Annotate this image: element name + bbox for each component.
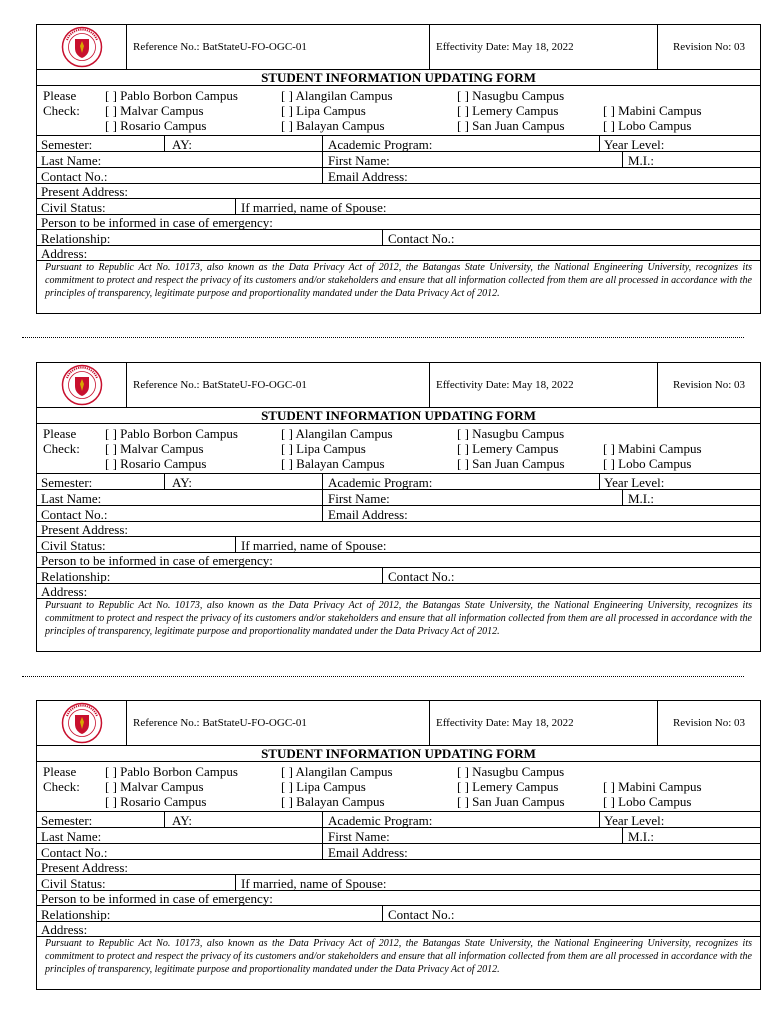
first-name-field[interactable]: First Name: [328, 153, 390, 168]
please-label: Please [43, 426, 77, 441]
campus-malvar[interactable]: [ ] Malvar Campus [105, 441, 204, 456]
ay-field[interactable]: AY: [172, 475, 193, 490]
form-body [36, 746, 761, 990]
effectivity-date: Effectivity Date: May 18, 2022 [430, 25, 658, 69]
campus-mabini[interactable]: [ ] Mabini Campus [603, 103, 702, 118]
emergency-contact-field[interactable]: Contact No.: [388, 231, 455, 246]
spouse-field[interactable]: If married, name of Spouse: [241, 876, 387, 891]
last-name-field[interactable]: Last Name: [41, 491, 102, 506]
contact-no-field[interactable]: Contact No.: [41, 169, 108, 184]
civil-status-field[interactable]: Civil Status: [41, 200, 106, 215]
form-copy-1 [36, 24, 761, 314]
first-name-field[interactable]: First Name: [328, 829, 390, 844]
campus-mabini[interactable]: [ ] Mabini Campus [603, 441, 702, 456]
campus-nasugbu[interactable]: [ ] Nasugbu Campus [457, 764, 565, 779]
campus-lipa[interactable]: [ ] Lipa Campus [281, 103, 366, 118]
cut-line [22, 337, 744, 338]
contact-no-field[interactable]: Contact No.: [41, 507, 108, 522]
address-field[interactable]: Address: [41, 584, 88, 599]
university-seal-icon [61, 702, 103, 744]
campus-pablo-borbon[interactable]: [ ] Pablo Borbon Campus [105, 426, 238, 441]
cut-line [22, 676, 744, 677]
form-title: STUDENT INFORMATION UPDATING FORM [37, 746, 760, 762]
reference-number: Reference No.: BatStateU-FO-OGC-01 [127, 363, 430, 407]
ay-field[interactable]: AY: [172, 813, 193, 828]
please-label: Please [43, 88, 77, 103]
semester-field[interactable]: Semester: [41, 813, 93, 828]
campus-lobo[interactable]: [ ] Lobo Campus [603, 456, 692, 471]
form-title: STUDENT INFORMATION UPDATING FORM [37, 70, 760, 86]
mi-field[interactable]: M.I.: [628, 829, 654, 844]
effectivity-date: Effectivity Date: May 18, 2022 [430, 363, 658, 407]
form-copy-3 [36, 700, 761, 990]
campus-rosario[interactable]: [ ] Rosario Campus [105, 456, 207, 471]
campus-lemery[interactable]: [ ] Lemery Campus [457, 441, 559, 456]
last-name-field[interactable]: Last Name: [41, 153, 102, 168]
emergency-contact-field[interactable]: Contact No.: [388, 569, 455, 584]
reference-number: Reference No.: BatStateU-FO-OGC-01 [127, 25, 430, 69]
present-address-field[interactable]: Present Address: [41, 522, 129, 537]
campus-lipa[interactable]: [ ] Lipa Campus [281, 779, 366, 794]
data-privacy-notice: Pursuant to Republic Act No. 10173, also known as the Data Privacy Act of 2012, the Batangas State University, the National Engineering University, recognizes its commitment to protect and respect the privacy of its customers and/or stakeholders and ensure that all information collected from them are all processed in accordance with the principles of transparency, legitimate purpose and proportionality mandated under the Data Privacy Act of 2012. [45, 262, 752, 299]
check-label: Check: [43, 441, 80, 456]
relationship-field[interactable]: Relationship: [41, 569, 111, 584]
ay-field[interactable]: AY: [172, 137, 193, 152]
form-header [36, 700, 761, 746]
data-privacy-notice: Pursuant to Republic Act No. 10173, also known as the Data Privacy Act of 2012, the Batangas State University, the National Engineering University, recognizes its commitment to protect and respect the privacy of its customers and/or stakeholders and ensure that all information collected from them are all processed in accordance with the principles of transparency, legitimate purpose and proportionality mandated under the Data Privacy Act of 2012. [45, 600, 752, 637]
present-address-field[interactable]: Present Address: [41, 860, 129, 875]
email-field[interactable]: Email Address: [328, 507, 408, 522]
campus-san-juan[interactable]: [ ] San Juan Campus [457, 118, 565, 133]
address-field[interactable]: Address: [41, 922, 88, 937]
campus-balayan[interactable]: [ ] Balayan Campus [281, 456, 385, 471]
form-header [36, 24, 761, 70]
logo-cell [37, 701, 127, 745]
campus-malvar[interactable]: [ ] Malvar Campus [105, 779, 204, 794]
emergency-person-field[interactable]: Person to be informed in case of emergency: [41, 891, 273, 906]
academic-program-field[interactable]: Academic Program: [328, 813, 433, 828]
campus-balayan[interactable]: [ ] Balayan Campus [281, 118, 385, 133]
please-label: Please [43, 764, 77, 779]
campus-lobo[interactable]: [ ] Lobo Campus [603, 118, 692, 133]
present-address-field[interactable]: Present Address: [41, 184, 129, 199]
address-field[interactable]: Address: [41, 246, 88, 261]
academic-program-field[interactable]: Academic Program: [328, 137, 433, 152]
relationship-field[interactable]: Relationship: [41, 907, 111, 922]
year-level-field[interactable]: Year Level: [604, 137, 665, 152]
campus-mabini[interactable]: [ ] Mabini Campus [603, 779, 702, 794]
campus-balayan[interactable]: [ ] Balayan Campus [281, 794, 385, 809]
form-body [36, 408, 761, 652]
campus-lemery[interactable]: [ ] Lemery Campus [457, 779, 559, 794]
emergency-person-field[interactable]: Person to be informed in case of emergency: [41, 215, 273, 230]
campus-alangilan[interactable]: [ ] Alangilan Campus [281, 426, 393, 441]
form-copy-2 [36, 362, 761, 652]
campus-san-juan[interactable]: [ ] San Juan Campus [457, 456, 565, 471]
semester-field[interactable]: Semester: [41, 137, 93, 152]
email-field[interactable]: Email Address: [328, 169, 408, 184]
mi-field[interactable]: M.I.: [628, 491, 654, 506]
emergency-person-field[interactable]: Person to be informed in case of emergency: [41, 553, 273, 568]
civil-status-field[interactable]: Civil Status: [41, 876, 106, 891]
campus-san-juan[interactable]: [ ] San Juan Campus [457, 794, 565, 809]
university-seal-icon [61, 364, 103, 406]
campus-pablo-borbon[interactable]: [ ] Pablo Borbon Campus [105, 764, 238, 779]
effectivity-date: Effectivity Date: May 18, 2022 [430, 701, 658, 745]
year-level-field[interactable]: Year Level: [604, 475, 665, 490]
relationship-field[interactable]: Relationship: [41, 231, 111, 246]
last-name-field[interactable]: Last Name: [41, 829, 102, 844]
campus-lemery[interactable]: [ ] Lemery Campus [457, 103, 559, 118]
civil-status-field[interactable]: Civil Status: [41, 538, 106, 553]
campus-alangilan[interactable]: [ ] Alangilan Campus [281, 88, 393, 103]
campus-lobo[interactable]: [ ] Lobo Campus [603, 794, 692, 809]
form-title: STUDENT INFORMATION UPDATING FORM [37, 408, 760, 424]
email-field[interactable]: Email Address: [328, 845, 408, 860]
campus-rosario[interactable]: [ ] Rosario Campus [105, 794, 207, 809]
campus-nasugbu[interactable]: [ ] Nasugbu Campus [457, 426, 565, 441]
form-header [36, 362, 761, 408]
contact-no-field[interactable]: Contact No.: [41, 845, 108, 860]
year-level-field[interactable]: Year Level: [604, 813, 665, 828]
spouse-field[interactable]: If married, name of Spouse: [241, 538, 387, 553]
first-name-field[interactable]: First Name: [328, 491, 390, 506]
reference-number: Reference No.: BatStateU-FO-OGC-01 [127, 701, 430, 745]
revision-number: Revision No: 03 [672, 379, 746, 391]
logo-cell [37, 25, 127, 69]
campus-pablo-borbon[interactable]: [ ] Pablo Borbon Campus [105, 88, 238, 103]
university-seal-icon [61, 26, 103, 68]
revision-number: Revision No: 03 [672, 717, 746, 729]
mi-field[interactable]: M.I.: [628, 153, 654, 168]
revision-number: Revision No: 03 [672, 41, 746, 53]
spouse-field[interactable]: If married, name of Spouse: [241, 200, 387, 215]
campus-lipa[interactable]: [ ] Lipa Campus [281, 441, 366, 456]
academic-program-field[interactable]: Academic Program: [328, 475, 433, 490]
campus-malvar[interactable]: [ ] Malvar Campus [105, 103, 204, 118]
campus-rosario[interactable]: [ ] Rosario Campus [105, 118, 207, 133]
campus-nasugbu[interactable]: [ ] Nasugbu Campus [457, 88, 565, 103]
check-label: Check: [43, 779, 80, 794]
form-body [36, 70, 761, 314]
campus-alangilan[interactable]: [ ] Alangilan Campus [281, 764, 393, 779]
check-label: Check: [43, 103, 80, 118]
semester-field[interactable]: Semester: [41, 475, 93, 490]
emergency-contact-field[interactable]: Contact No.: [388, 907, 455, 922]
data-privacy-notice: Pursuant to Republic Act No. 10173, also known as the Data Privacy Act of 2012, the Batangas State University, the National Engineering University, recognizes its commitment to protect and respect the privacy of its customers and/or stakeholders and ensure that all information collected from them are all processed in accordance with the principles of transparency, legitimate purpose and proportionality mandated under the Data Privacy Act of 2012. [45, 938, 752, 975]
logo-cell [37, 363, 127, 407]
